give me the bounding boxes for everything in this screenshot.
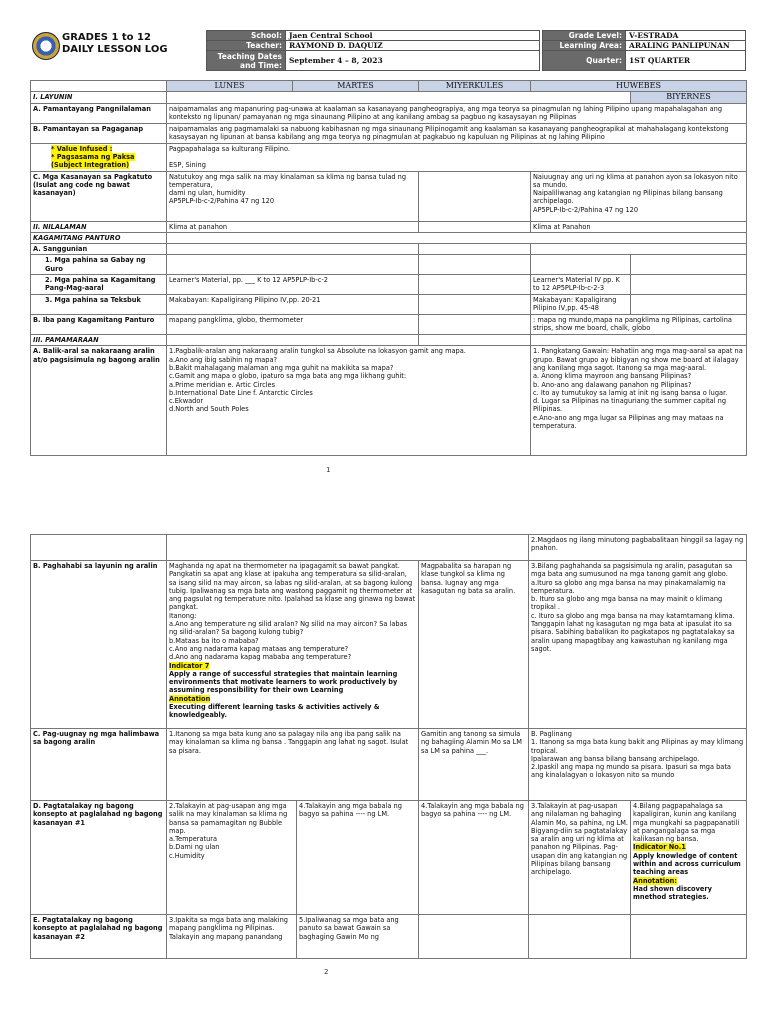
label-pamantayang-pangnilalaman: A. Pamantayang Pangnilalaman bbox=[31, 103, 167, 123]
dates-value: September 4 – 8, 2023 bbox=[286, 51, 540, 71]
day-header-lunes: LUNES bbox=[167, 81, 293, 92]
school-info-table: School: Jaen Central School Teacher: RAYMOND D. DAQUIZ Teaching Dates and Time: September 4 – 8, 2023 bbox=[206, 30, 540, 71]
balik-aral-lunes: 1.Pagbalik-aralan ang nakaraang aralin tungkol sa Absolute na lokasyon gamit ang mapa. a.Ano ang ibig sabihin ng mapa? b.Bakit mahalagang malaman ang mga guhit na makikita sa mapa? c.Gamit ang mapa o globo, ipaturo sa mga bata ang mga likhang guhit: a.Prime meridian e. Artic Circles b.International Date Line f. Antarctic Circles c.Ekwador d.North and South Poles bbox=[167, 346, 531, 456]
section-pamamaraan: III. PAMAMARAAN bbox=[31, 335, 167, 346]
page-number-2: 2 bbox=[324, 968, 329, 976]
label-sanggunian: A. Sanggunian bbox=[31, 244, 167, 255]
pagtatalakay-2-lunes: 3.Ipakita sa mga bata ang malaking mapang pangklima ng Pilipinas. Talakayin ang mapang panandang bbox=[167, 915, 297, 959]
nilalaman-huwebes: Klima at Panahon bbox=[531, 221, 747, 232]
label-pagtatalakay-1: D. Pagtatalakay ng bagong konsepto at paglalahad ng bagong kasanayan #1 bbox=[31, 801, 167, 915]
section-kagamitang-panturo: KAGAMITANG PANTURO bbox=[31, 232, 167, 243]
pagtatalakay-1-lunes: 2.Talakayin at pag-usapan ang mga salik na may kinalaman sa klima ng bansa sa pamamagitan ng Bubble map. a.Temperatura b.Dami ng ulan c.Humidity bbox=[167, 801, 297, 915]
label-pag-uugnay: C. Pag-uugnay ng mga halimbawa sa bagong aralin bbox=[31, 729, 167, 801]
label-mga-kasanayan: C. Mga Kasanayan sa Pagkatuto (Isulat ang code ng bawat kasanayan) bbox=[31, 171, 167, 221]
label-pagtatalakay-2: E. Pagtatalakay ng bagong konsepto at paglalahad ng bagong kasanayan #2 bbox=[31, 915, 167, 959]
area-value: ARALING PANLIPUNAN bbox=[626, 41, 746, 51]
header bbox=[30, 30, 746, 70]
text-pamantayang-pangnilalaman: naipamamalas ang mapanuring pag-unawa at kaalaman sa kasanayang pangheograpiya, ang mga teorya sa pinagmulan ng lahing Pilipino upang mapahalagahan ang konteksto ng lipunan/ pamayanan ng mga sinaunang Pilipino at ang kanilang ambag sa pagbuo ng kasaysayan ng Pilipinas bbox=[167, 103, 747, 123]
label-value-infused: * Value Infused : * Pagsasama ng Paksa (Subject Integration) bbox=[31, 143, 167, 171]
label-teksbuk: 3. Mga pahina sa Teksbuk bbox=[31, 295, 167, 315]
pag-uugnay-huwebes: B. Paglinang 1. Itanong sa mga bata kung bakit ang Pilipinas ay may klimang tropical. Ipalarawan ang bansa bilang bansang archipelago. 2.Ipaskil ang mapa ng mundo sa pisara. Ipasuri sa mga bata ang kinalalagyan o lokasyon nito sa mundo bbox=[529, 729, 747, 801]
paghahabi-huwebes: 3.Bilang paghahanda sa pagsisimula ng aralin, pasagutan sa mga bata ang sumusunod na mga tanong gamit ang globo. a.Ituro sa globo ang mga bansa na may pinakamalamig na temperatura. b. Ituro sa globo ang mga bansa na may mainit o klimang tropikal . c. Ituro sa globo ang mga bansa na may katamtamang klima. Tanggapin lahat ng kasagutan ng mga bata at ipasulat ito sa pisara. Sabihing babalikan ito pagkatapos ng pagtatalakay sa aralin upang mapagtibay ang kawastuhan ng kanilang mga sagot. bbox=[529, 561, 747, 729]
paghahabi-lunes: Maghanda ng apat na thermometer na ipagagamit sa bawat pangkat. Pangkatin sa apat ang klase at ipakuha ang temperatura sa silid-aralan, sa isang silid na may aircon, sa labas ng silid-aralan, at sa bagong kulong tubig. Ipaliwanag sa mga bata ang wastong paggamit ng thermometer at ang pagsulat ng temperature nito. Ipalahad sa klase ang ginawa ng bawat pangkat. Itanong: a.Ano ang temperature ng silid aralan? Ng silid na may aircon? Sa labas ng silid-aralan? Sa bagong kulong tubig? b.Mataas ba ito o mababa? c.Ano ang nadarama kapag mataas ang temperature? d.Ano ang nadarama kapag mababa ang temperature? Indicator 7 Apply a range of successful strategies that maintain learning environments that motivate learners to work productively by assuming responsibility for their own Learning Annotation Executing different learning tasks & activities actively & knowledgeably. bbox=[167, 561, 419, 729]
nilalaman-lunes: Klima at panahon bbox=[167, 221, 419, 232]
day-header-miyerkules: MIYERKULES bbox=[419, 81, 531, 92]
deped-seal-icon bbox=[32, 32, 60, 60]
day-header-huwebes: HUWEBES bbox=[531, 81, 747, 92]
iba-pang-kagamitan-huwebes: : mapa ng mundo,mapa na pangklima ng Pilipinas, cartolina strips, show me board, chalk, globo bbox=[531, 315, 747, 335]
kagamitang-mag-aaral-lunes: Learner's Material, pp. ___ K to 12 AP5PLP-Ib-c-2 bbox=[167, 275, 419, 295]
label-gabay-ng-guro: 1. Mga pahina sa Gabay ng Guro bbox=[31, 255, 167, 275]
page-number: 1 bbox=[326, 466, 331, 474]
label-paghahabi: B. Paghahabi sa layunin ng aralin bbox=[31, 561, 167, 729]
pagtatalakay-1-martes: 4.Talakayin ang mga babala ng bagyo sa pahina ---- ng LM. bbox=[297, 801, 419, 915]
lesson-table-page-1 bbox=[30, 80, 747, 456]
text-value-infused: Pagpapahalaga sa kulturang Filipino. ESP, Sining bbox=[167, 143, 747, 171]
pag-uugnay-lunes: 1.Itanong sa mga bata kung ano sa palagay nila ang iba pang salik na may kinalaman sa klima ng bansa . Tanggapin ang lahat ng sagot. Isulat sa pisara. bbox=[167, 729, 419, 801]
day-header-martes: MARTES bbox=[293, 81, 419, 92]
label-pamantayan-sa-pagaganap: B. Pamantayan sa Pagaganap bbox=[31, 123, 167, 143]
quarter-value: 1ST QUARTER bbox=[626, 51, 746, 71]
page-1 bbox=[0, 0, 768, 480]
kasanayan-lunes: Natutukoy ang mga salik na may kinalaman sa klima ng bansa tulad ng temperatura, dami ng ulan, humidity AP5PLP-Ib-c-2/Pahina 47 ng 120 bbox=[167, 171, 419, 221]
kasanayan-huwebes: Naiuugnay ang uri ng klima at panahon ayon sa lokasyon nito sa mundo. Naipaliliwanag ang katangian ng Pilipinas bilang bansang archipelago. AP5PLP-Ib-c-2/Pahina 47 ng 120 bbox=[531, 171, 747, 221]
grade-info-table: Grade Level: V-ESTRADA Learning Area: ARALING PANLIPUNAN Quarter: 1ST QUARTER bbox=[542, 30, 746, 71]
teksbuk-lunes: Makabayan: Kapaligirang Pilipino IV,pp. 20-21 bbox=[167, 295, 419, 315]
pag-uugnay-miyerkules: Gamitin ang tanong sa simula ng bahagiing Alamin Mo sa LM sa LM sa pahina ___. bbox=[419, 729, 529, 801]
paghahabi-miyerkules: Magpabalita sa harapan ng klase tungkol sa klima ng bansa. Iugnay ang mga kasagutan ng bata sa aralin. bbox=[419, 561, 529, 729]
page-gap bbox=[0, 480, 768, 528]
pagtatalakay-1-miyerkules: 4.Talakayin ang mga babala ng bagyo sa pahina ---- ng LM. bbox=[419, 801, 529, 915]
pagtatalakay-2-martes: 5.Ipaliwanag sa mga bata ang panuto sa bawat Gawain sa baghaging Gawin Mo ng bbox=[297, 915, 419, 959]
page-2 bbox=[0, 528, 768, 1024]
grade-value: V-ESTRADA bbox=[626, 31, 746, 41]
day-header-biyernes: BIYERNES bbox=[631, 92, 747, 103]
iba-pang-kagamitan-lunes: mapang pangklima, globo, thermometer bbox=[167, 315, 419, 335]
section-nilalaman: II. NILALAMAN bbox=[31, 221, 167, 232]
label-iba-pang-kagamitan: B. Iba pang Kagamitang Panturo bbox=[31, 315, 167, 335]
teksbuk-huwebes: Makabayan: Kapaligirang Pilipino IV,pp. 45-48 bbox=[531, 295, 631, 315]
pagtatalakay-1-biyernes: 4.Bilang pagpapahalaga sa kapaligiran, kunin ang kanilang mga mungkahi sa pagpapanatili at pangangalaga sa mga kalikasan ng bansa. Indicator No.1 Apply knowledge of content within and across curriculum teaching areas Annotation: Had shown discovery mnethod strategies. bbox=[631, 801, 747, 915]
label-kagamitang-pang-mag-aaral: 2. Mga pahina sa Kagamitang Pang-Mag-aaral bbox=[31, 275, 167, 295]
pagtatalakay-1-huwebes: 3.Talakayin at pag-usapan ang nilalaman ng bahaging Alamin Mo, sa pahina, ng LM. Bigyang-diin sa pagtatalakay sa aralin ang uri ng klima at panahon ng Pilipinas. Pag-usapan din ang katangian ng Pilipinas bilang bansang archipelago. bbox=[529, 801, 631, 915]
teacher-value: RAYMOND D. DAQUIZ bbox=[286, 41, 540, 51]
kagamitang-mag-aaral-huwebes: Learner's Material IV pp. K to 12 AP5PLP-Ib-c-2-3 bbox=[531, 275, 631, 295]
school-value: Jaen Central School bbox=[286, 31, 540, 41]
label-balik-aral: A. Balik-aral sa nakaraang aralin at/o pagsisimula ng bagong aralin bbox=[31, 346, 167, 456]
balik-aral-huwebes: 1. Pangkatang Gawain: Hahatiin ang mga mag-aaral sa apat na grupo. Bawat grupo ay bibigyan ng show me board at ilalagay ang kanilang mga sagot. Itanong sa mga mag-aaral. a. Anong klima mayroon ang bansang Pilipinas? b. Ano-ano ang dalawang panahon ng Pilipinas? c. Ito ay tumutukoy sa lamig at init ng isang bansa o lugar. d. Lugar sa Pilipinas na tinaguriang the summer capital ng Pilipinas. e.Ano-ano ang mga lugar sa Pilipinas ang may mataas na temperatura. bbox=[531, 346, 747, 456]
section-layunin: I. LAYUNIN bbox=[31, 92, 167, 103]
lesson-table-page-2 bbox=[30, 534, 747, 959]
text-pamantayan-sa-pagaganap: naipamamalas ang pagmamalaki sa nabuong kabihasnan ng mga sinaunang Pilipinogamit ang kaalaman sa kasanayang pangheograpikal at mahahalagang kontekstong kasaysayan ng lipunan at bansa kabilang ang mga teorya ng pinagmulan at pagkabuo ng kapuluan ng Pilipinas at ng lahing Pilipino bbox=[167, 123, 747, 143]
header-title: GRADES 1 to 12 DAILY LESSON LOG bbox=[62, 32, 168, 55]
pagbabalitaan-huwebes: 2.Magdaos ng ilang minutong pagbabalitaan hinggil sa lagay ng pnahon. bbox=[529, 535, 747, 561]
